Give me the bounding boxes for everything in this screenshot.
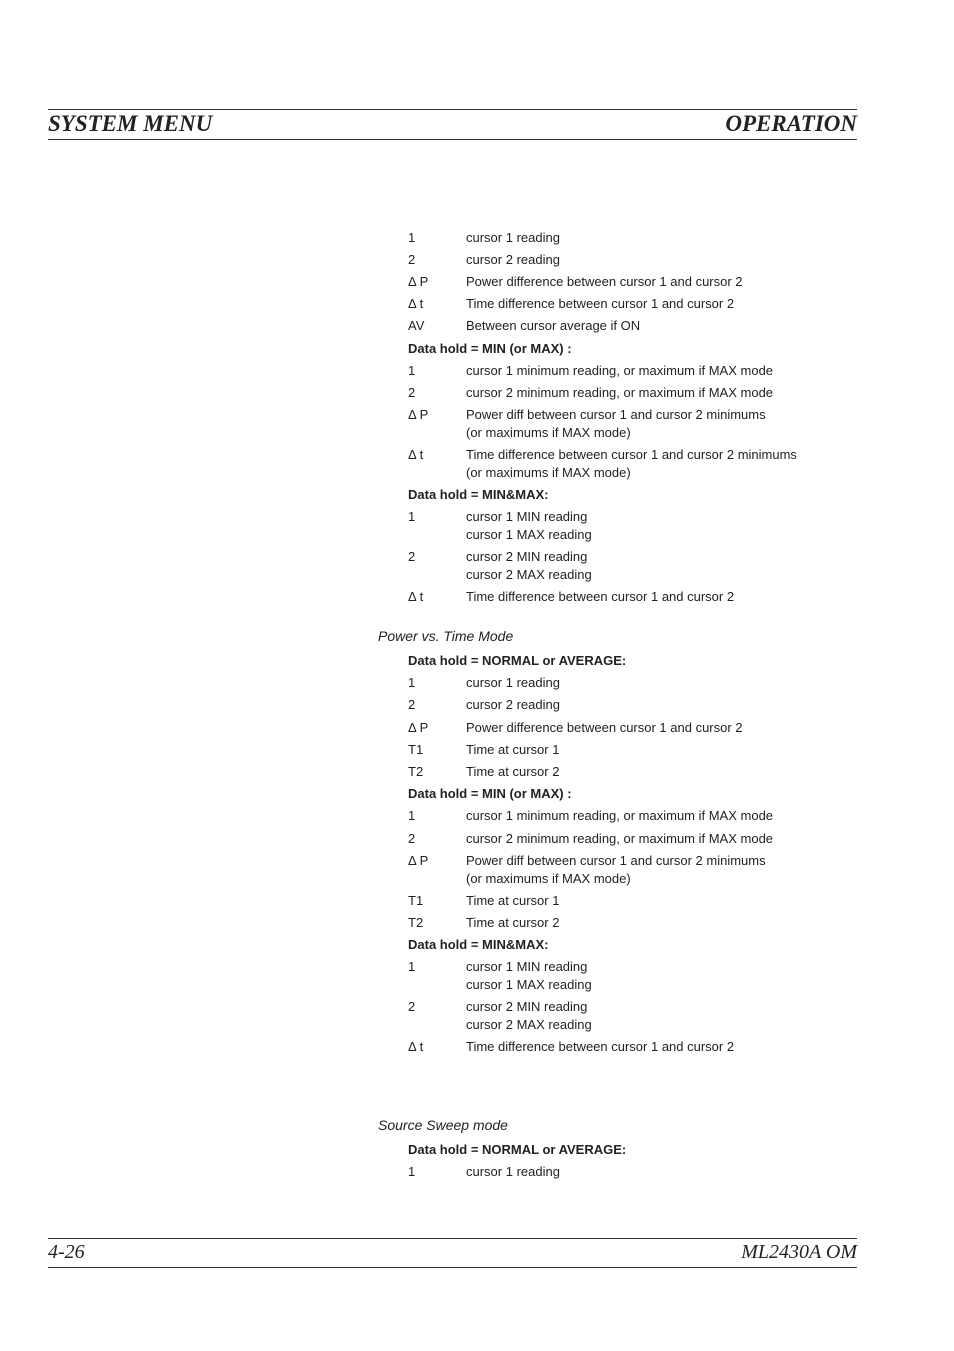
description-line: Power difference between cursor 1 and cursor 2 bbox=[466, 720, 743, 735]
term-description bbox=[466, 914, 559, 932]
description-line: cursor 2 MAX reading bbox=[466, 1017, 592, 1032]
description-line: Time difference between cursor 1 and cursor 2 bbox=[466, 589, 735, 604]
term-description bbox=[466, 892, 559, 910]
term-description bbox=[466, 251, 560, 269]
term-symbol: AV bbox=[408, 318, 425, 333]
description-line: cursor 1 reading bbox=[466, 1164, 560, 1179]
description-line: cursor 2 MAX reading bbox=[466, 567, 592, 582]
description-line: cursor 2 reading bbox=[466, 252, 560, 267]
mode-heading: Power vs. Time Mode bbox=[378, 628, 514, 644]
term-description bbox=[466, 508, 592, 544]
term-symbol: 2 bbox=[408, 385, 416, 400]
description-line: cursor 1 reading bbox=[466, 230, 560, 245]
term-description bbox=[466, 548, 592, 584]
term-symbol: 2 bbox=[408, 999, 416, 1014]
mode-heading: Source Sweep mode bbox=[378, 1117, 508, 1133]
description-line: Between cursor average if ON bbox=[466, 318, 641, 333]
page-footer bbox=[48, 1238, 857, 1268]
term-symbol: 2 bbox=[408, 252, 416, 267]
term-symbol: 1 bbox=[408, 363, 416, 378]
description-line: cursor 1 reading bbox=[466, 675, 560, 690]
description-line: cursor 1 MIN reading bbox=[466, 959, 588, 974]
description-line: Time difference between cursor 1 and cursor 2 minimums bbox=[466, 447, 797, 462]
term-symbol: 2 bbox=[408, 549, 416, 564]
description-line: cursor 1 minimum reading, or maximum if MAX mode bbox=[466, 363, 774, 378]
document-id: ML2430A OM bbox=[741, 1241, 857, 1263]
description-line: cursor 2 reading bbox=[466, 697, 560, 712]
term-description bbox=[466, 273, 743, 291]
term-symbol: T1 bbox=[408, 893, 424, 908]
description-line: Time at cursor 1 bbox=[466, 742, 560, 757]
term-symbol: Δ t bbox=[408, 589, 424, 604]
description-line: (or maximums if MAX mode) bbox=[466, 871, 631, 886]
term-description bbox=[466, 1038, 734, 1056]
term-description bbox=[466, 295, 734, 313]
data-hold-heading: Data hold = MIN (or MAX) : bbox=[408, 786, 572, 801]
term-description bbox=[466, 446, 797, 482]
term-symbol: Δ P bbox=[408, 274, 429, 289]
data-hold-heading: Data hold = NORMAL or AVERAGE: bbox=[408, 653, 627, 668]
term-symbol: Δ P bbox=[408, 853, 429, 868]
description-line: cursor 2 minimum reading, or maximum if MAX mode bbox=[466, 385, 774, 400]
term-description bbox=[466, 229, 560, 247]
description-line: (or maximums if MAX mode) bbox=[466, 465, 631, 480]
header-chapter-title: OPERATION bbox=[725, 111, 857, 136]
term-symbol: T1 bbox=[408, 742, 424, 757]
term-symbol: 1 bbox=[408, 808, 416, 823]
term-description bbox=[466, 317, 640, 335]
term-description bbox=[466, 696, 560, 714]
description-line: cursor 1 MAX reading bbox=[466, 977, 592, 992]
term-symbol: 1 bbox=[408, 509, 416, 524]
term-description bbox=[466, 719, 743, 737]
page-number: 4-26 bbox=[48, 1241, 85, 1263]
data-hold-heading: Data hold = MIN&MAX: bbox=[408, 487, 549, 502]
term-description bbox=[466, 1163, 560, 1181]
description-line: cursor 1 MAX reading bbox=[466, 527, 592, 542]
term-symbol: T2 bbox=[408, 915, 424, 930]
data-hold-heading: Data hold = MIN (or MAX) : bbox=[408, 341, 572, 356]
data-hold-heading: Data hold = MIN&MAX: bbox=[408, 937, 549, 952]
description-line: cursor 1 MIN reading bbox=[466, 509, 588, 524]
term-symbol: 1 bbox=[408, 675, 416, 690]
term-symbol: Δ t bbox=[408, 447, 424, 462]
page-header bbox=[48, 109, 857, 140]
description-line: Time at cursor 2 bbox=[466, 915, 560, 930]
term-description bbox=[466, 958, 592, 994]
description-line: Power diff between cursor 1 and cursor 2 minimums bbox=[466, 853, 766, 868]
description-line: Time difference between cursor 1 and cursor 2 bbox=[466, 296, 735, 311]
description-line: Power diff between cursor 1 and cursor 2 minimums bbox=[466, 407, 766, 422]
term-description bbox=[466, 406, 766, 442]
term-symbol: 1 bbox=[408, 230, 416, 245]
description-line: (or maximums if MAX mode) bbox=[466, 425, 631, 440]
term-description bbox=[466, 741, 559, 759]
term-description bbox=[466, 588, 734, 606]
description-line: Power difference between cursor 1 and cursor 2 bbox=[466, 274, 743, 289]
term-description bbox=[466, 384, 773, 402]
term-symbol: 1 bbox=[408, 1164, 416, 1179]
term-description bbox=[466, 852, 766, 888]
term-symbol: Δ t bbox=[408, 296, 424, 311]
description-line: cursor 2 MIN reading bbox=[466, 549, 588, 564]
description-line: Time difference between cursor 1 and cursor 2 bbox=[466, 1039, 735, 1054]
term-symbol: T2 bbox=[408, 764, 424, 779]
term-description bbox=[466, 674, 560, 692]
term-symbol: Δ P bbox=[408, 720, 429, 735]
term-description bbox=[466, 998, 592, 1034]
data-hold-heading: Data hold = NORMAL or AVERAGE: bbox=[408, 1142, 627, 1157]
term-description bbox=[466, 830, 773, 848]
term-symbol: 1 bbox=[408, 959, 416, 974]
term-symbol: Δ t bbox=[408, 1039, 424, 1054]
description-line: cursor 2 MIN reading bbox=[466, 999, 588, 1014]
header-section-title: SYSTEM MENU bbox=[48, 111, 213, 136]
description-line: Time at cursor 1 bbox=[466, 893, 560, 908]
description-line: cursor 2 minimum reading, or maximum if MAX mode bbox=[466, 831, 774, 846]
term-symbol: 2 bbox=[408, 697, 416, 712]
term-symbol: Δ P bbox=[408, 407, 429, 422]
term-symbol: 2 bbox=[408, 831, 416, 846]
term-description bbox=[466, 763, 559, 781]
description-line: Time at cursor 2 bbox=[466, 764, 560, 779]
term-description bbox=[466, 807, 773, 825]
description-line: cursor 1 minimum reading, or maximum if MAX mode bbox=[466, 808, 774, 823]
term-description bbox=[466, 362, 773, 380]
